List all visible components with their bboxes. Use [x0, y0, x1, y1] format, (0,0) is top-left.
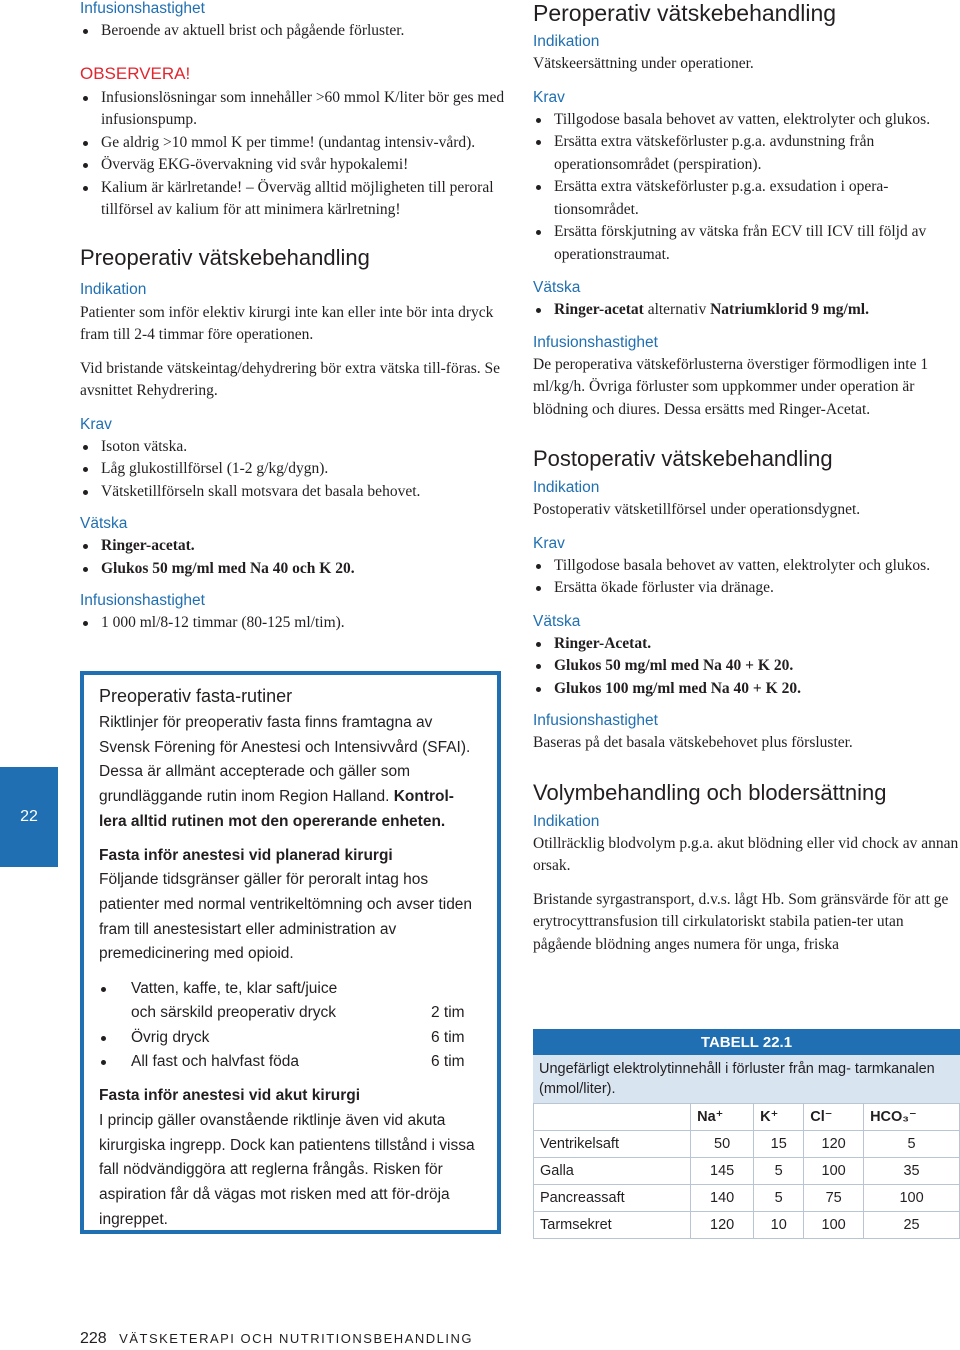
perop-krav-heading: Krav	[533, 88, 565, 106]
vatska-a: Ringer-acetat	[554, 301, 644, 318]
electrolyte-table	[533, 1029, 960, 1239]
preop-indikation-p2: Vid bristande vätskeintag/dehydrering bör extra vätska till-föras. Se avsnittet Rehydrering.	[80, 359, 501, 399]
table-cell: 120	[804, 1131, 864, 1158]
list-item	[533, 299, 960, 322]
list-item: Vätsketillförseln skall motsvara det basala behovet.	[80, 481, 510, 504]
postop-inf: Baseras på det basala vätskebehovet plus försluster.	[533, 734, 853, 751]
perop-vatska-list	[533, 299, 960, 322]
infusion-list-1	[80, 20, 510, 43]
rule-item	[99, 1026, 481, 1050]
list-item: Glukos 50 mg/ml med Na 40 och K 20.	[80, 558, 510, 581]
rule-line1: All fast och halvfast föda	[131, 1052, 300, 1070]
box-intro-text: Riktlinjer för preoperativ fasta finns framtagna av Svensk Förening för Anestesi och Intensivvård (SFAI). Dessa är allmänt accepterade och gäller som grundläggande rutin inom Region Halland.	[99, 714, 471, 806]
observera-list	[80, 87, 510, 222]
table-header: HCO₃⁻	[864, 1104, 960, 1131]
preop-indikation-p1: Patienter som inför elektiv kirurgi inte kan eller inte bör inta dryck fram till 2-4 timmar före operationen.	[80, 303, 494, 343]
table-cell: 5	[754, 1185, 804, 1212]
fasta-box	[80, 671, 501, 1234]
table-caption: TABELL 22.1	[533, 1029, 960, 1055]
table-cell: 100	[804, 1212, 864, 1239]
page-footer	[80, 1330, 473, 1348]
table-cell: 5	[864, 1131, 960, 1158]
table-cell: 5	[754, 1158, 804, 1185]
preop-title: Preoperativ vätskebehandling	[80, 244, 370, 270]
list-item: Ersätta ökade förluster via dränage.	[533, 577, 960, 600]
table-cell: 15	[754, 1131, 804, 1158]
table-cell: 25	[864, 1212, 960, 1239]
table-header: Na⁺	[691, 1104, 754, 1131]
table-cell: Pancreassaft	[534, 1185, 691, 1212]
box-planned-heading: Fasta inför anestesi vid planerad kirurgi	[99, 846, 393, 864]
bullet-icon	[101, 987, 106, 992]
perop-title: Peroperativ vätskebehandling	[533, 0, 837, 26]
rule-line2: och särskild preoperativ dryck	[131, 1004, 337, 1022]
table-cell: 100	[864, 1185, 960, 1212]
table-header: K⁺	[754, 1104, 804, 1131]
rule-line1: Övrig dryck	[131, 1028, 210, 1046]
table-cell: 145	[691, 1158, 754, 1185]
footer-title: VÄTSKETERAPI OCH NUTRITIONSBEHANDLING	[119, 1331, 473, 1346]
list-item: Glukos 50 mg/ml med Na 40 + K 20.	[533, 655, 960, 678]
preop-krav-list	[80, 436, 510, 504]
table-cell: 35	[864, 1158, 960, 1185]
box-title: Preoperativ fasta-rutiner	[99, 686, 293, 706]
table-cell: 120	[691, 1212, 754, 1239]
postop-krav-list	[533, 555, 960, 600]
table-header: Cl⁻	[804, 1104, 864, 1131]
table-cell: 10	[754, 1212, 804, 1239]
box-intro	[99, 711, 481, 835]
postop-krav-heading: Krav	[533, 534, 565, 552]
table-header	[534, 1104, 691, 1131]
table-row	[534, 1158, 960, 1185]
list-item: Ge aldrig >10 mmol K per timme! (undantag intensiv-vård).	[80, 132, 510, 155]
bullet-icon	[101, 1060, 106, 1065]
preop-vatska-list	[80, 535, 510, 580]
list-item: Infusionslösningar som innehåller >60 mmol K/liter bör ges med infusionspump.	[80, 87, 510, 132]
preop-vatska-heading: Vätska	[80, 515, 128, 532]
preop-inf-list	[80, 612, 510, 635]
perop-krav-list	[533, 109, 960, 267]
table-cell: Tarmsekret	[534, 1212, 691, 1239]
list-item: Tillgodose basala behovet av vatten, elektrolyter och glukos.	[533, 555, 960, 578]
chapter-tab: 22	[0, 767, 58, 867]
vatska-b: Natriumklorid 9 mg/ml.	[710, 301, 869, 318]
list-item: Beroende av aktuell brist och pågående förluster.	[80, 20, 510, 43]
box-planned-text: Följande tidsgränser gäller för peroralt intag hos patienter med normal ventrikeltömning och avser tiden fram till anestesistart eller administration av premedicinering med opioid.	[99, 871, 473, 963]
postop-title: Postoperativ vätskebehandling	[533, 446, 833, 471]
preop-krav-heading: Krav	[80, 415, 112, 433]
table-cell: Galla	[534, 1158, 691, 1185]
perop-indikation: Vätskeersättning under operationer.	[533, 55, 754, 72]
volym-indikation-heading: Indikation	[533, 812, 600, 830]
volym-p2: Bristande syrgastransport, d.v.s. lågt Hb. Som gränsvärde för att ge erytrocyttransfusion till cirkulatoriskt stabila patien-ter utan pågående blödning anges numera för unga, friska	[533, 890, 949, 953]
rule-time: 6 tim	[431, 1028, 465, 1046]
table-cell: Ventrikelsaft	[534, 1131, 691, 1158]
table-description: Ungefärligt elektrolytinnehåll i förluster från mag- tarmkanalen (mmol/liter).	[533, 1055, 960, 1103]
postop-indikation-heading: Indikation	[533, 479, 600, 496]
table-row	[534, 1185, 960, 1212]
postop-indikation: Postoperativ vätsketillförsel under operationsdygnet.	[533, 501, 861, 518]
box-acute-heading: Fasta inför anestesi vid akut kirurgi	[99, 1087, 360, 1105]
list-item: Ringer-acetat.	[80, 535, 510, 558]
rule-time: 6 tim	[431, 1052, 465, 1070]
list-item: Kalium är kärlretande! – Överväg alltid möjligheten till peroral tillförsel av kalium för att minimera kärlretning!	[80, 177, 510, 222]
list-item: 1 000 ml/8-12 timmar (80-125 ml/tim).	[80, 612, 510, 635]
list-item: Överväg EKG-övervakning vid svår hypokalemi!	[80, 154, 510, 177]
list-item: Ersätta förskjutning av vätska från ECV till ICV till följd av operationstraumat.	[533, 221, 960, 266]
rule-time: 2 tim	[431, 1004, 465, 1022]
list-item: Ringer-Acetat.	[533, 633, 960, 656]
rule-item	[99, 1050, 481, 1074]
bullet-icon	[101, 1036, 106, 1041]
rule-line1: Vatten, kaffe, te, klar saft/juice	[131, 980, 338, 998]
list-item: Ersätta extra vätskeförluster p.g.a. exsudation i opera-tionsområdet.	[533, 176, 960, 221]
list-item: Låg glukostillförsel (1-2 g/kg/dygn).	[80, 458, 510, 481]
perop-indikation-heading: Indikation	[533, 33, 600, 50]
table-row	[534, 1131, 960, 1158]
volym-title: Volymbehandling och blodersättning	[533, 779, 887, 805]
box-acute-text: I princip gäller ovanstående riktlinje även vid akuta kirurgiska ingrepp. Dock kan patientens tillstånd i vissa fall nödvändiggöra att reglerna frångås. Risken för aspiration får då vägas mot risken med att för-dröja ingreppet.	[99, 1111, 475, 1228]
left-column	[80, 0, 510, 635]
perop-inf-heading: Infusionshastighet	[533, 333, 658, 351]
volym-p1: Otillräcklig blodvolym p.g.a. akut blödning eller vid chock av annan orsak.	[533, 834, 959, 874]
right-column	[533, 0, 960, 956]
vatska-mid: alternativ	[643, 301, 711, 318]
table-cell: 75	[804, 1185, 864, 1212]
table-cell: 140	[691, 1185, 754, 1212]
box-rules-list	[99, 977, 481, 1074]
observera-heading: OBSERVERA!	[80, 63, 191, 83]
perop-vatska-heading: Vätska	[533, 279, 581, 296]
infusion-heading-1: Infusionshastighet	[80, 0, 205, 17]
table-cell: 100	[804, 1158, 864, 1185]
box-intro-bold: Kontrol-lera alltid rutinen mot den opererande enheten.	[99, 788, 454, 830]
preop-indikation-heading: Indikation	[80, 280, 147, 298]
rule-item	[99, 977, 481, 1026]
list-item: Ersätta extra vätskeförluster p.g.a. avdunstning från operationsområdet (perspiration).	[533, 131, 960, 176]
postop-vatska-heading: Vätska	[533, 612, 581, 630]
table-row	[534, 1212, 960, 1239]
table-cell: 50	[691, 1131, 754, 1158]
list-item: Tillgodose basala behovet av vatten, elektrolyter och glukos.	[533, 109, 960, 132]
postop-vatska-list	[533, 633, 960, 701]
perop-inf: De peroperativa vätskeförlusterna överstiger förmodligen inte 1 ml/kg/h. Övriga förluster som uppkommer under operation är blödning och diures. Dessa ersätts med Ringer-Acetat.	[533, 355, 929, 418]
list-item: Glukos 100 mg/ml med Na 40 + K 20.	[533, 678, 960, 701]
page-number: 228	[80, 1330, 107, 1347]
table-grid	[533, 1103, 960, 1239]
table-header-row	[534, 1104, 960, 1131]
postop-inf-heading: Infusionshastighet	[533, 712, 658, 729]
preop-inf-heading: Infusionshastighet	[80, 592, 205, 609]
list-item: Isoton vätska.	[80, 436, 510, 459]
